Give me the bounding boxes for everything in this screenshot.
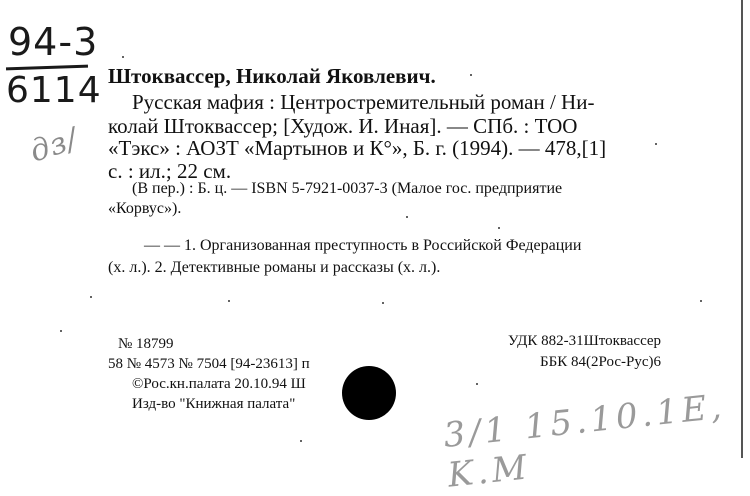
shelf-mark-bottom: 6114 (6, 70, 102, 111)
author-heading: Штоквассер, Николай Яковлевич. (108, 64, 436, 88)
pencil-note: дз/ (25, 121, 83, 170)
speck (60, 330, 62, 332)
isbn-line-1: (В пер.) : Б. ц. — ISBN 5-7921-0037-3 (Малое гос. предприятие (132, 180, 563, 197)
speck (406, 216, 408, 218)
udc-code: УДК 882-31Штоквассер (508, 333, 662, 349)
speck (700, 300, 702, 302)
shelf-mark-top: 94-3 (8, 20, 99, 64)
scan-edge (741, 0, 743, 458)
record-codes: 58 № 4573 № 7504 [94-23613] п (108, 356, 310, 372)
speck (300, 440, 302, 442)
description-line-2: колай Штоквассер; [Худож. И. Иная]. — СПб. : ТОО (108, 114, 578, 138)
speck (476, 383, 478, 385)
publisher-stamp: Изд-во "Книжная палата" (132, 396, 296, 412)
speck (470, 74, 472, 76)
speck (90, 296, 92, 298)
description-line-3: «Тэкс» : АОЗТ «Мартынов и К°», Б. г. (1994). — 478,[1] (108, 136, 607, 160)
speck (498, 227, 500, 229)
punch-hole (342, 366, 396, 420)
speck (228, 300, 230, 302)
description-line-1: Русская мафия : Центростремительный роман / Ни- (132, 90, 595, 114)
description-line-4: с. : ил.; 22 см. (108, 159, 232, 183)
subject-line-1: — — 1. Организованная преступность в Российской Федерации (144, 237, 582, 254)
subject-line-2: (х. л.). 2. Детективные романы и рассказы (х. л.). (108, 259, 441, 276)
isbn-line-2: «Корвус»). (108, 200, 182, 217)
speck (655, 143, 657, 145)
record-number: № 18799 (118, 336, 174, 352)
pencil-note-bottom: 3/1 15.10.1E, K.M (441, 386, 728, 496)
chamber-stamp: ©Рос.кн.палата 20.10.94 Ш (132, 376, 306, 392)
speck (382, 302, 384, 304)
bbk-code: ББК 84(2Рос-Рус)6 (540, 354, 661, 370)
speck (122, 56, 124, 58)
